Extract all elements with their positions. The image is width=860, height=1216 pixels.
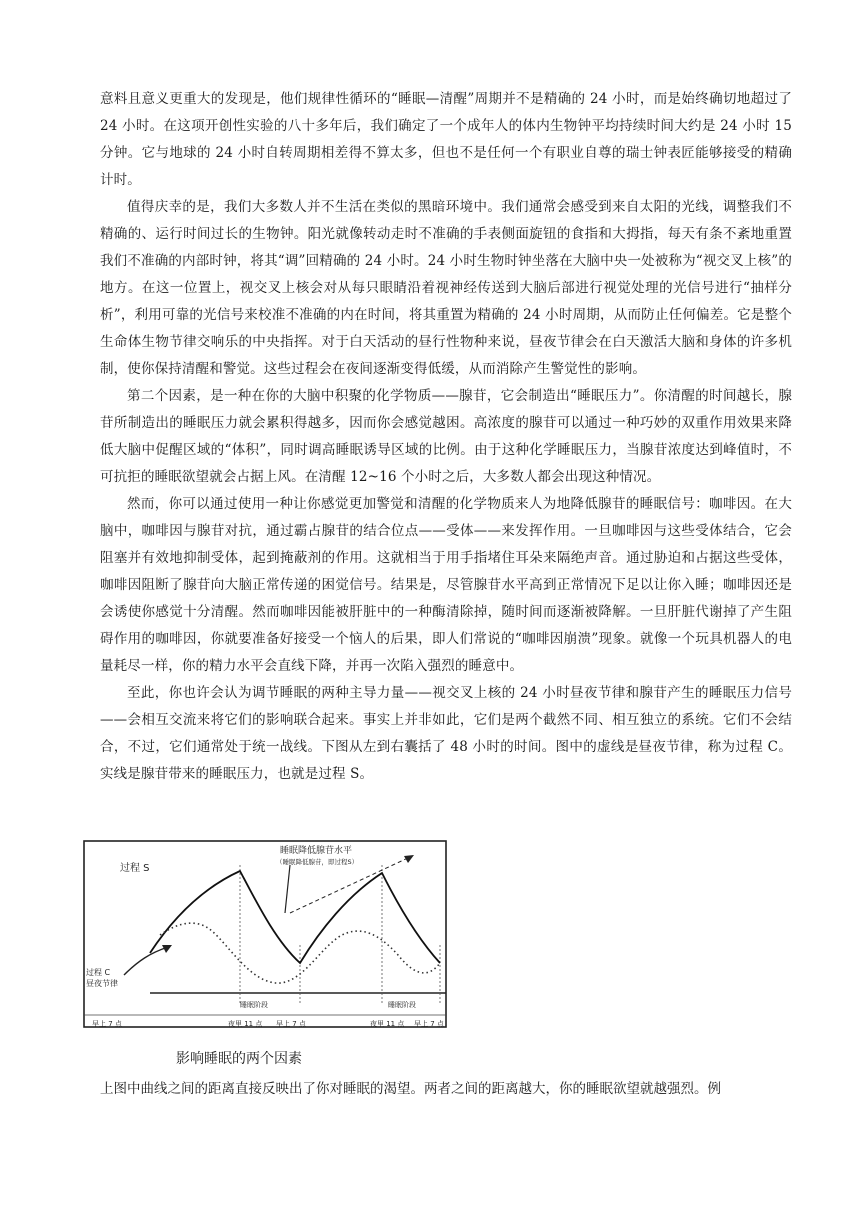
paragraph-3: 第二个因素，是一种在你的大脑中积聚的化学物质——腺苷，它会制造出“睡眠压力”。你清醒的时间越长，腺苷所制造出的睡眠压力就会累积得越多，因而你会感觉越困。高浓度的腺苷可以通过一种巧妙的双重作用效果来降低大脑中促醒区域的“体积”，同时调高睡眠诱导区域的比例。由于这种化学睡眠压力，当腺苷浓度达到峰值时，不可抗拒的睡眠欲望就会占据上风。在清醒 12~16 个小时之后，大多数人都会出现这种情况。: [100, 388, 792, 485]
sleep-factors-figure: [80, 835, 452, 1035]
sleep-phase-label-2: 睡眠阶段: [388, 1001, 416, 1009]
paragraph-1: 意料且意义更重大的发现是，他们规律性循环的“睡眠—清醒”周期并不是精确的 24 小时，而是始终确切地超过了 24 小时。在这项开创性实验的八十多年后，我们确定了一个成年人的体内生物钟平均持续时间大约是 24 小时 15 分钟。它与地球的 24 小时自转周期相差得不算太多，但也不是任何一个有职业自尊的瑞士钟表匠能够接受的精确计时。: [100, 91, 792, 188]
process-c-label: 过程 C: [86, 968, 111, 977]
sleep-phase-label-1: 睡眠阶段: [240, 1001, 268, 1009]
axis-label-2: 夜里 11 点: [228, 1020, 263, 1028]
circadian-label: 昼夜节律: [86, 979, 118, 988]
process-s-label: 过程 S: [120, 863, 150, 874]
two-process-diagram: [80, 835, 452, 1035]
article-body: [100, 86, 792, 788]
axis-label-4: 夜里 11 点: [370, 1020, 405, 1028]
axis-label-1: 早上 7 点: [92, 1020, 122, 1028]
figure-caption: 影响睡眠的两个因素: [176, 1051, 302, 1067]
axis-label-5: 早上 7 点: [414, 1020, 444, 1028]
top-sub-label: （睡眠降低腺苷，即过程S）: [276, 858, 359, 866]
axis-label-3: 早上 7 点: [276, 1020, 306, 1028]
top-label: 睡眠降低腺苷水平: [280, 846, 353, 856]
paragraph-5: 至此，你也许会认为调节睡眠的两种主导力量——视交叉上核的 24 小时昼夜节律和腺苷产生的睡眠压力信号——会相互交流来将它们的影响联合起来。事实上并非如此，它们是两个截然不同、相互独立的系统。它们不会结合，不过，它们通常处于统一战线。下图从左到右囊括了 48 小时的时间。图中的虚线是昼夜节律，称为过程 C。实线是腺苷带来的睡眠压力，也就是过程 S。: [100, 685, 792, 782]
paragraph-4: 然而，你可以通过使用一种让你感觉更加警觉和清醒的化学物质来人为地降低腺苷的睡眠信号：咖啡因。在大脑中，咖啡因与腺苷对抗，通过霸占腺苷的结合位点——受体——来发挥作用。一旦咖啡因与这些受体结合，它会阻塞并有效地抑制受体，起到掩蔽剂的作用。这就相当于用手指堵住耳朵来隔绝声音。通过胁迫和占据这些受体，咖啡因阻断了腺苷向大脑正常传递的困觉信号。结果是，尽管腺苷水平高到正常情况下足以让你入睡；咖啡因还是会诱使你感觉十分清醒。然而咖啡因能被肝脏中的一种酶清除掉，随时间而逐渐被降解。一旦肝脏代谢掉了产生阻碍作用的咖啡因，你就要准备好接受一个恼人的后果，即人们常说的“咖啡因崩溃”现象。就像一个玩具机器人的电量耗尽一样，你的精力水平会直线下降，并再一次陷入强烈的睡意中。: [100, 496, 792, 674]
trailing-paragraph: 上图中曲线之间的距离直接反映出了你对睡眠的渴望。两者之间的距离越大，你的睡眠欲望就越强烈。例: [100, 1081, 721, 1097]
paragraph-2: 值得庆幸的是，我们大多数人并不生活在类似的黑暗环境中。我们通常会感受到来自太阳的光线，调整我们不精确的、运行时间过长的生物钟。阳光就像转动走时不准确的手表侧面旋钮的食指和大拇指，每天有条不紊地重置我们不准确的内部时钟，将其“调”回精确的 24 小时。24 小时生物时钟坐落在大脑中央一处被称为“视交叉上核”的地方。在这一位置上，视交叉上核会对从每只眼睛沿着视神经传送到大脑后部进行视觉处理的光信号进行“抽样分析”，利用可靠的光信号来校准不准确的内在时间，将其重置为精确的 24 小时周期，从而防止任何偏差。它是整个生命体生物节律交响乐的中央指挥。对于白天活动的昼行性物种来说，昼夜节律会在白天激活大脑和身体的许多机制，使你保持清醒和警觉。这些过程会在夜间逐渐变得低缓，从而消除产生警觉性的影响。: [100, 199, 792, 377]
